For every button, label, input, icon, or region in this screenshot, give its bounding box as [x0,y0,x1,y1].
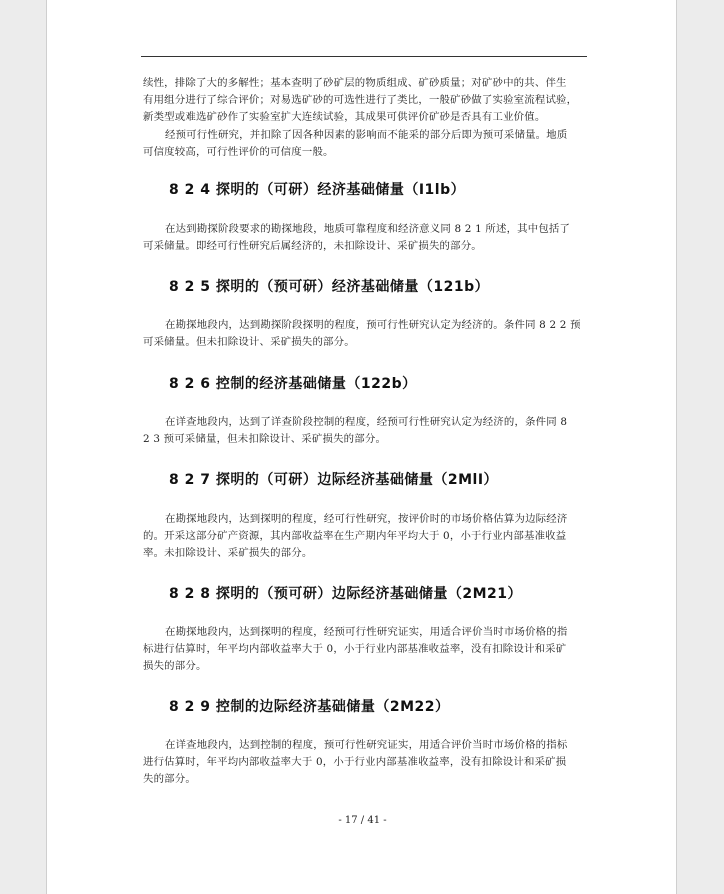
paragraph [143,414,586,448]
text-line: 在勘探地段内，达到探明的程度，经可行性研究，按评价时的市场价格估算为边际经济 [165,513,568,525]
header-rule [141,56,587,57]
section-body-825 [143,317,586,351]
paragraph [143,221,586,255]
document-page [46,0,677,894]
text-line: 新类型或难选矿砂作了实验室扩大连续试验，其成果可供评价矿砂是否具有工业价值。 [143,111,546,124]
text-line: 可信度较高，可行性评价的可信度一般。 [143,145,334,158]
text-line: 2 3 预可采储量，但未扣除设计、采矿损失的部分。 [143,433,387,446]
text-line: 标进行估算时，年平均内部收益率大于 0，小于行业内部基准收益率，没有扣除设计和采矿 [143,643,567,656]
text-line: 续性，排除了大的多解性；基本查明了砂矿层的物质组成、矿砂质量；对矿砂中的共、伴生 [143,77,567,89]
section-heading-825: 8 2 5 探明的（预可研）经济基础储量（121b） [169,279,490,295]
section-heading-829: 8 2 9 控制的边际经济基础储量（2M22） [169,699,450,715]
section-body-826 [143,414,586,448]
page-number: - 17 / 41 - [338,815,387,826]
section-heading-828: 8 2 8 探明的（预可研）边际经济基础储量（2M21） [169,586,522,602]
text-line: 在勘探地段内，达到勘探阶段探明的程度，预可行性研究认定为经济的。条件同 8 2 2 预 [165,319,581,331]
section-heading-824: 8 2 4 探明的（可研）经济基础储量（I1lb） [169,182,466,198]
text-line: 在勘探地段内，达到探明的程度，经预可行性研究证实，用适合评价当时市场价格的指 [165,626,568,638]
text-line: 可采储量。即经可行性研究后属经济的，未扣除设计、采矿损失的部分。 [143,240,482,253]
text-line: 的。开采这部分矿产资源，其内部收益率在生产期内年平均大于 0，小于行业内部基准收益 [143,530,567,543]
text-line: 在详查地段内，达到了详查阶段控制的程度，经预可行性研究认定为经济的，条件同 8 [165,416,568,428]
text-line: 可采储量。但未扣除设计、采矿损失的部分。 [143,336,355,349]
section-heading-826: 8 2 6 控制的经济基础储量（122b） [169,376,417,392]
paragraph [143,511,586,563]
text-line: 在详查地段内，达到控制的程度，预可行性研究证实，用适合评价当时市场价格的指标 [165,739,568,751]
text-line: 失的部分。 [143,773,196,786]
intro-block [143,75,586,161]
text-line: 率。未扣除设计、采矿损失的部分。 [143,547,313,560]
paragraph [143,317,586,351]
intro-paragraph-1 [143,75,586,127]
section-body-829 [143,737,586,789]
section-heading-827: 8 2 7 探明的（可研）边际经济基础储量（2MlI） [169,472,499,488]
section-body-824 [143,221,586,255]
text-line: 进行估算时，年平均内部收益率大于 0，小于行业内部基准收益率，没有扣除设计和采矿损 [143,756,567,769]
text-line: 有用组分进行了综合评价；对易选矿砂的可选性进行了类比，一般矿砂做了实验室流程试验， [143,94,578,107]
intro-paragraph-2 [143,127,586,161]
section-body-828 [143,624,586,676]
paragraph [143,624,586,676]
section-body-827 [143,511,586,563]
paragraph [143,737,586,789]
text-line: 损失的部分。 [143,660,207,673]
text-line: 经预可行性研究，并扣除了因各种因素的影响而不能采的部分后即为预可采储量。地质 [165,128,568,141]
text-line: 在达到勘探阶段要求的勘探地段，地质可靠程度和经济意义同 8 2 1 所述，其中包括了 [165,223,571,235]
